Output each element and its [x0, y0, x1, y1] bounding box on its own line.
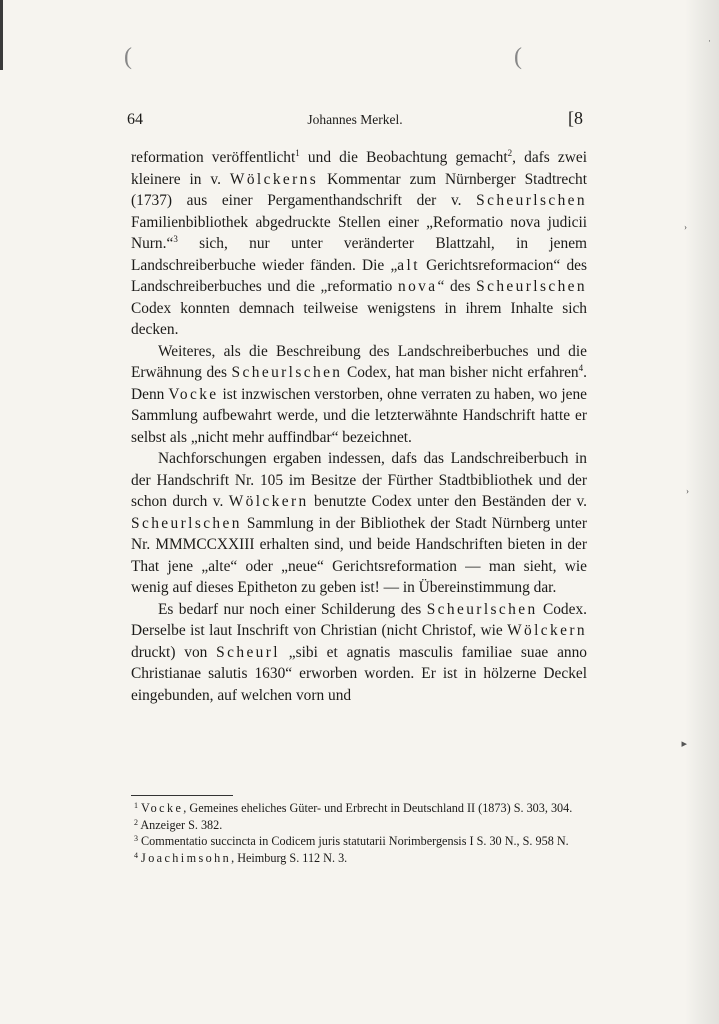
edge-mark: ▸: [681, 738, 687, 750]
footnote-ref: 1: [134, 801, 138, 810]
text-run: , Gemeines eheliches Güter- und Erbrecht in Deutschland II (1873) S. 303, 304.: [183, 801, 573, 815]
text-run: ist inzwischen verstorben, ohne verraten zu haben, wo jene Sammlung aufbewahrt werde, und die letzterwähnte Handschrift hatte er selbst als „nicht mehr auffindbar“ bezeichnet.: [131, 385, 588, 446]
footnote: [118, 833, 592, 850]
text-run: Es bedarf nur noch einer Schilderung des: [158, 600, 427, 618]
text-run: sich, nur unter veränderter Blattzahl, in jenem Landschreiberbuche wieder fänden. Die „: [131, 235, 587, 274]
footnote: [118, 817, 592, 834]
spaced-name: Scheurlschen: [476, 278, 587, 295]
text-run: und die Beobachtung gemacht: [299, 149, 508, 166]
text-run: , Heimburg S. 112 N. 3.: [231, 850, 348, 865]
running-title: Johannes Merkel.: [307, 112, 403, 127]
spaced-name: Scheurlschen: [476, 192, 587, 209]
text-run: Familienbibliothek abgedruckte Stellen einer „Reformatio nova judicii Nurn.“: [131, 213, 587, 252]
spaced-name: nova: [397, 278, 438, 295]
footnote-ref: 3: [134, 834, 138, 844]
page-header: [127, 108, 583, 132]
scan-left-edge: [0, 0, 3, 70]
footnote: [118, 850, 592, 867]
spaced-name: Vocke: [141, 801, 184, 815]
text-run: Codex, hat man bisher nicht erfahren: [342, 364, 579, 381]
paragraph: [131, 341, 587, 449]
text-run: , dafs zwei kleinere in v.: [131, 149, 587, 188]
text-run: Weiteres, als die Beschreibung des Landschreiberbuches und die Erwähnung des: [131, 342, 587, 381]
body-text: [131, 147, 587, 706]
spaced-name: Scheurlschen: [231, 364, 343, 381]
text-run: Codex konnten demnach teilweise wenigstens in ihrem Inhalte sich decken.: [131, 299, 587, 338]
paragraph: [131, 599, 587, 707]
edge-mark: ›: [684, 222, 687, 232]
spaced-name: Joachimsohn: [141, 850, 232, 865]
spaced-name: Wölckerns: [229, 170, 319, 188]
footnote-ref: 2: [134, 817, 138, 827]
margin-paren-right: (: [514, 44, 522, 70]
margin-paren-left: (: [124, 44, 132, 70]
footnote-ref: 4: [578, 363, 584, 373]
spaced-name: Scheurlschen: [426, 600, 538, 618]
text-run: Codex. Derselbe ist laut Inschrift von Christian (nicht Christof, wie: [131, 600, 587, 639]
page-number: 64: [127, 111, 143, 128]
text-run: Nachforschungen ergaben indessen, dafs das Landschreiberbuch in der Handschrift Nr. 105 im Besitze der Fürther Stadtbibliothek und der schon durch v.: [131, 450, 587, 510]
scan-right-edge: [685, 0, 719, 1024]
footnote-ref: 1: [295, 148, 300, 158]
footnote-ref: 3: [173, 234, 178, 244]
paragraph: [131, 147, 587, 341]
text-run: benutzte Codex unter den Beständen der v.: [308, 493, 587, 510]
paragraph: [131, 448, 587, 599]
footnote-ref: 4: [134, 850, 138, 860]
text-run: Sammlung in der Bibliothek der Stadt Nürnberg unter Nr. MMMCCXXIII erhalten sind, und beide Handschriften bieten in der That jene „alte“ oder „neue“ Gerichtsreformation — man sieht, wie wenig auf dieses Epitheton zu geben ist! — in Übereinstimmung dar.: [131, 514, 587, 596]
footnotes: [118, 800, 592, 866]
footnote-divider: [131, 795, 233, 796]
edge-mark: ·: [708, 36, 711, 46]
spaced-name: alt: [397, 256, 420, 274]
spaced-name: Scheurl: [216, 643, 280, 661]
text-run: Kommentar zum Nürnberger Stadtrecht (1737) aus einer Pergamenthandschrift der v.: [131, 170, 587, 209]
text-run: reformation veröffentlicht: [131, 149, 296, 166]
bracket-number: [8: [568, 108, 583, 128]
text-run: druckt) von: [131, 643, 217, 661]
text-run: Anzeiger S. 382.: [138, 817, 223, 832]
footnote: [118, 800, 592, 817]
edge-mark: ›: [686, 486, 689, 496]
text-run: . Denn: [131, 364, 587, 403]
text-run: Commentatio succincta in Codicem juris statutarii Norimbergensis I S. 30 N., S. 958 N.: [138, 834, 569, 849]
text-run: “ des: [437, 278, 477, 295]
text-run: „sibi et agnatis masculis familiae suae anno Christianae salutis 1630“ erworben worden. Er ist in hölzerne Deckel eingebunden, auf welchen vorn und: [131, 643, 587, 704]
spaced-name: Scheurlschen: [131, 514, 242, 532]
spaced-name: Wölckern: [228, 493, 309, 510]
spaced-name: Wölckern: [507, 622, 587, 639]
footnote-ref: 2: [507, 148, 513, 158]
spaced-name: Vocke: [168, 385, 219, 403]
text-run: Gerichtsreformacion“ des Landschreiberbuches und die „reformatio: [131, 256, 587, 295]
